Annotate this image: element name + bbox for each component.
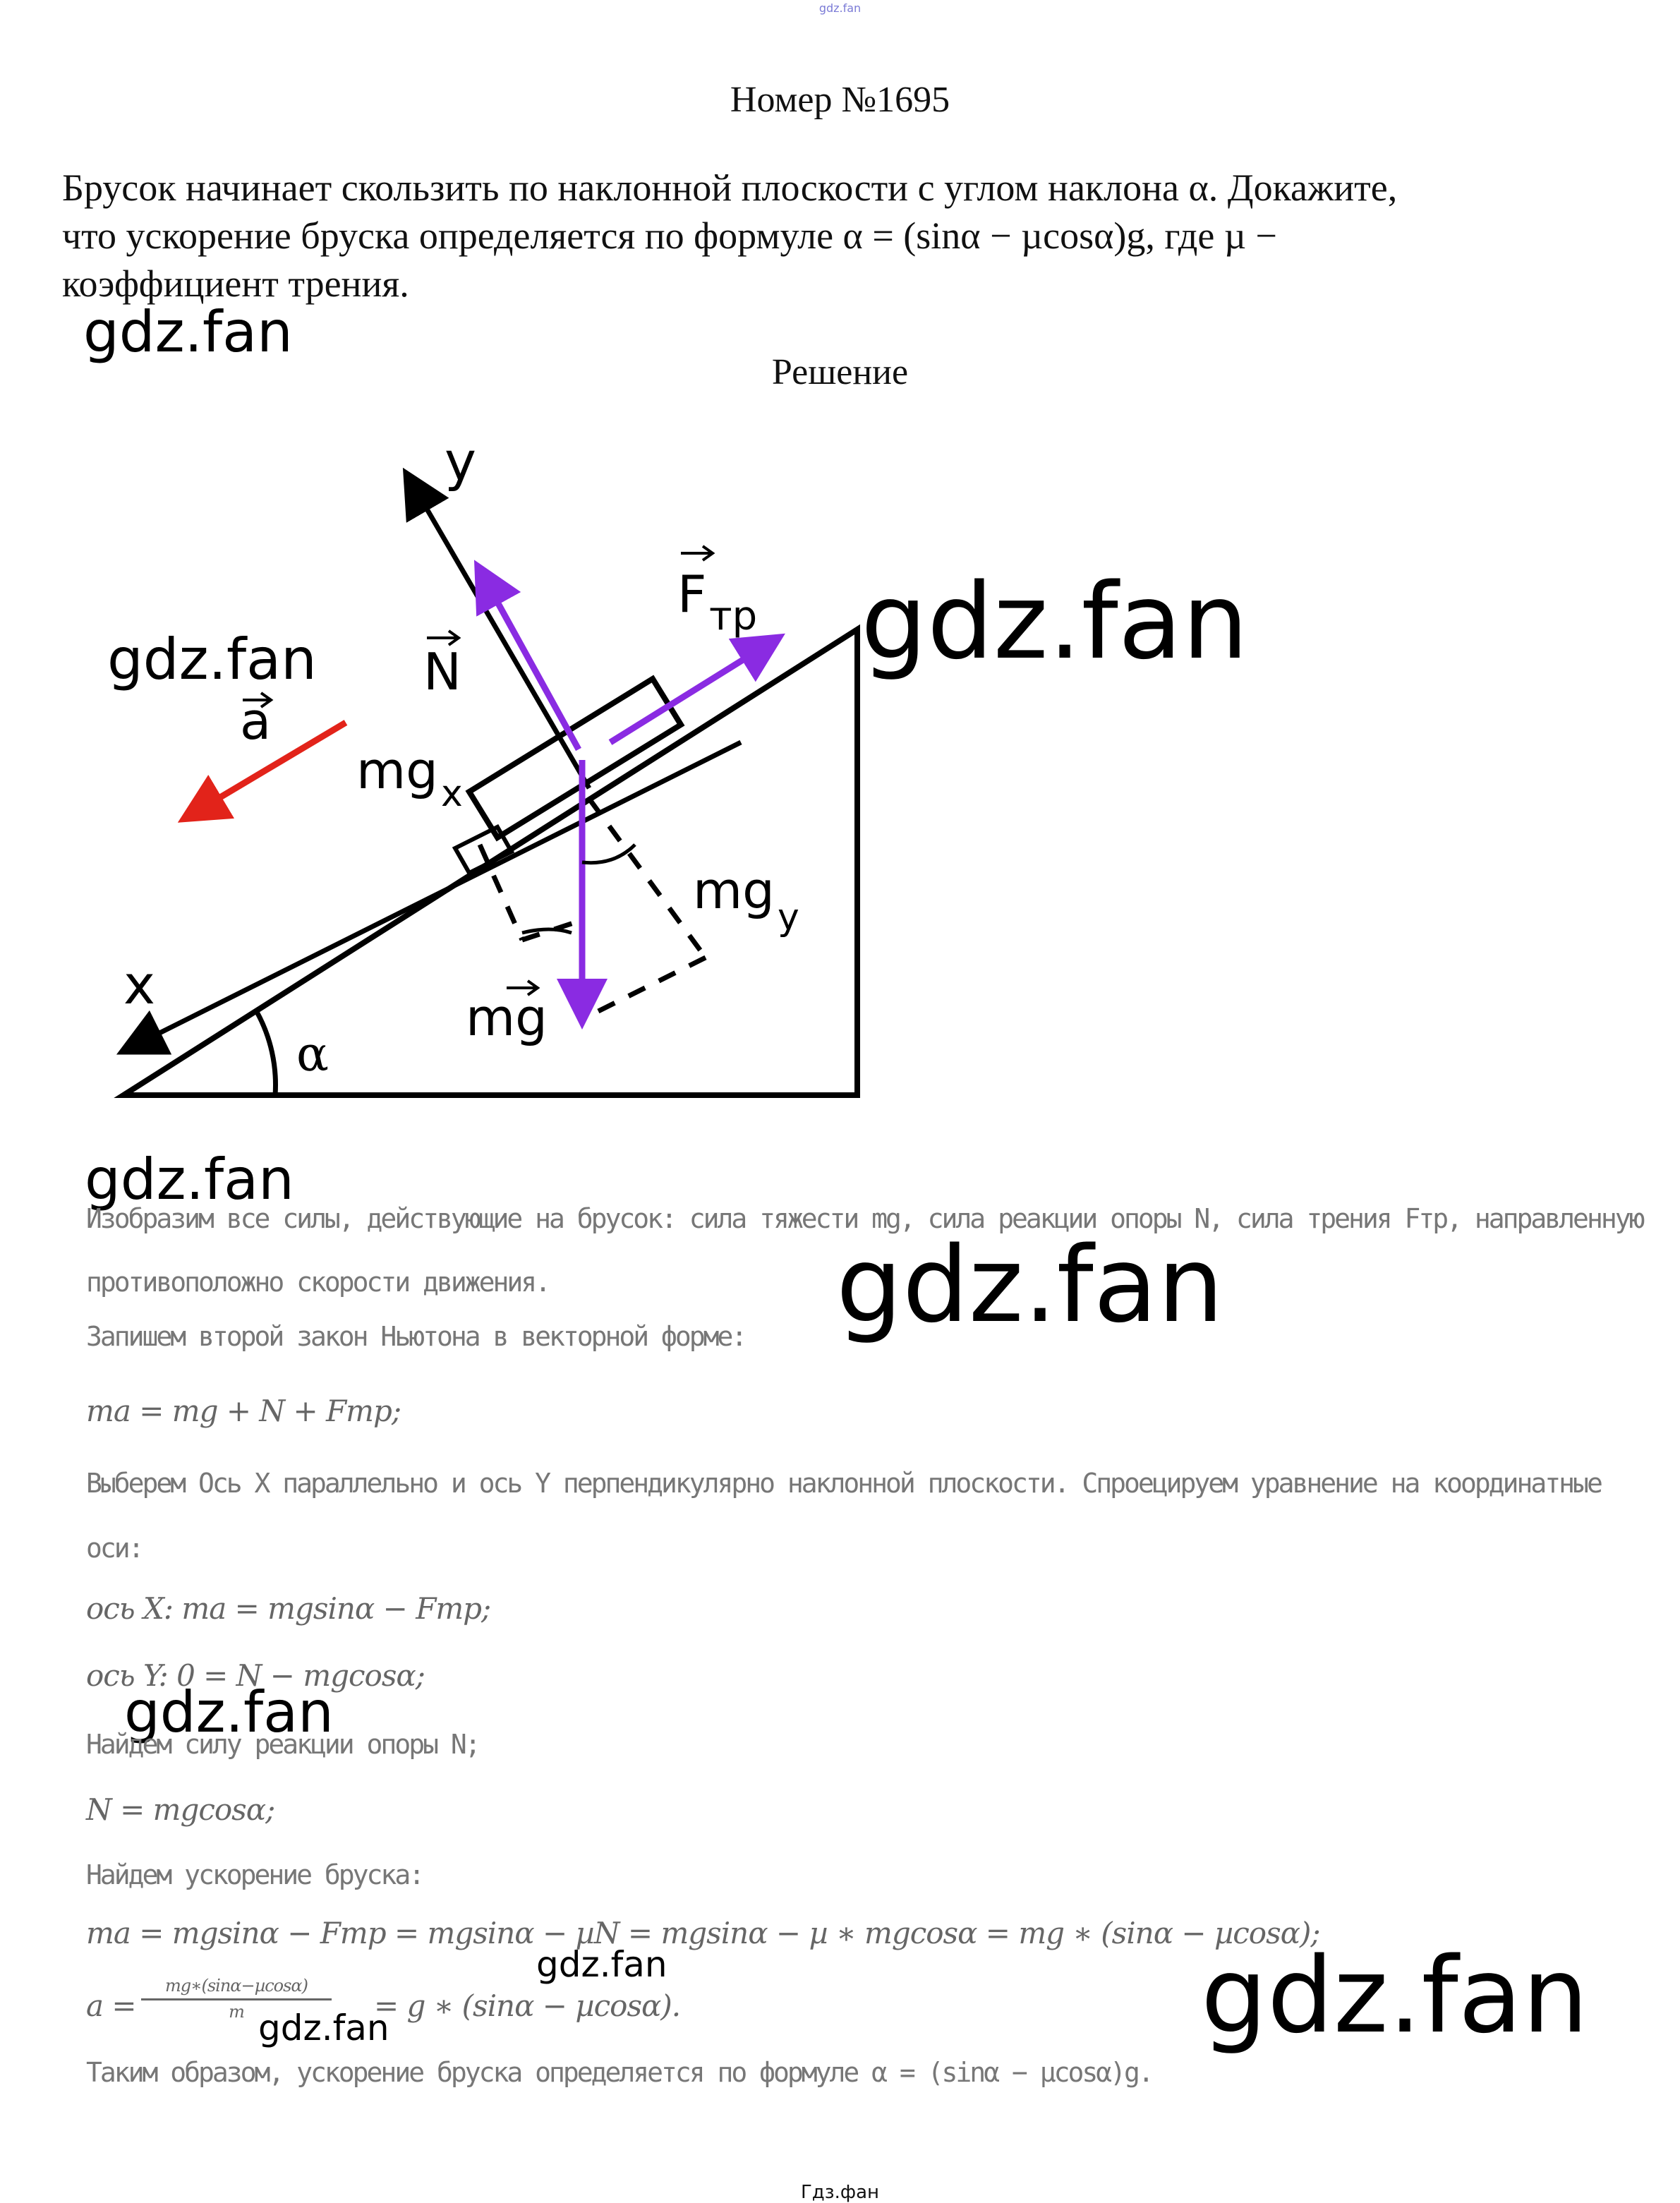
solution-line: Выберем Ось X параллельно и ось Y перпендикулярно наклонной плоскости. Спроецируем уравнение на координатные bbox=[86, 1468, 1601, 1499]
label-mgy: mg bbox=[693, 861, 775, 920]
solution-line: Таким образом, ускорение бруска определяется по формуле α = (sinα − µcosα)g. bbox=[86, 2057, 1152, 2088]
label-x: x bbox=[123, 953, 155, 1016]
solution-formula: ось X: ma = mgsinα − Fтр; bbox=[86, 1591, 491, 1626]
task-text bbox=[62, 164, 1586, 308]
section-title: Решение bbox=[771, 352, 909, 392]
angle-arc-small bbox=[582, 845, 635, 863]
solution-formula: ma = mg + N + Fтр; bbox=[86, 1394, 401, 1428]
label-a: a bbox=[240, 692, 272, 751]
projection-dash bbox=[586, 958, 706, 1018]
watermark: gdz.fan bbox=[258, 2008, 389, 2048]
projection-dash bbox=[589, 799, 706, 958]
fraction-numerator: mg∗(sinα−µcosα) bbox=[141, 1976, 332, 2000]
label-mgx: mg bbox=[356, 741, 438, 800]
task-line: что ускорение бруска определяется по формуле α = (sinα − µcosα)g, где µ − bbox=[62, 215, 1277, 257]
label-mgx-sub: x bbox=[441, 773, 463, 815]
solution-line: противоположно скорости движения. bbox=[86, 1267, 549, 1298]
solution-line: Найдем силу реакции опоры N; bbox=[86, 1729, 479, 1760]
label-N: N bbox=[423, 642, 461, 701]
label-mg: mg bbox=[466, 988, 548, 1047]
fraction-lhs: a = bbox=[86, 1988, 136, 2023]
solution-formula: ось Y: 0 = N − mgcosα; bbox=[86, 1658, 425, 1693]
watermark: gdz.fan bbox=[836, 1224, 1224, 1346]
task-line: Брусок начинает скользить по наклонной плоскости с углом наклона α. Докажите, bbox=[62, 167, 1398, 209]
label-F: F bbox=[677, 565, 707, 624]
watermark: gdz.fan bbox=[861, 561, 1249, 682]
normal-force-vector bbox=[483, 577, 579, 749]
watermark: gdz.fan bbox=[83, 299, 293, 365]
label-y: y bbox=[445, 446, 476, 493]
page-title: Номер №1695 bbox=[730, 80, 950, 120]
solution-line: Изобразим все силы, действующие на брусок: сила тяжести mg, сила реакции опоры N, сила трения Fтр, направленную bbox=[86, 1203, 1643, 1234]
watermark: gdz.fan bbox=[124, 1679, 334, 1745]
label-mgy-sub: y bbox=[778, 896, 799, 938]
task-line: коэффициент трения. bbox=[62, 262, 409, 305]
solution-line: оси: bbox=[86, 1533, 143, 1564]
solution-formula: = g ∗ (sinα − µcosα). bbox=[374, 1988, 681, 2023]
label-alpha: α bbox=[296, 1027, 329, 1082]
top-watermark: gdz.fan bbox=[818, 1, 862, 15]
label-F-sub: тр bbox=[709, 593, 758, 639]
angle-arc bbox=[257, 1012, 275, 1095]
solution-line: Запишем второй закон Ньютона в векторной форме: bbox=[86, 1321, 746, 1352]
watermark: gdz.fan bbox=[85, 1147, 294, 1212]
watermark: gdz.fan bbox=[1201, 1935, 1589, 2056]
solution-formula: N = mgcosα; bbox=[86, 1792, 275, 1827]
watermark: gdz.fan bbox=[536, 1944, 667, 1985]
watermark: gdz.fan bbox=[107, 627, 317, 692]
angle-arc-small bbox=[522, 929, 572, 933]
solution-formula: ma = mgsinα − Fтр = mgsinα − µN = mgsinα − µ ∗ mgcosα = mg ∗ (sinα − µcosα); bbox=[86, 1916, 1320, 1950]
inclined-plane-diagram bbox=[85, 446, 931, 1123]
fraction-denominator: m bbox=[229, 2002, 244, 2022]
solution-line: Найдем ускорение бруска: bbox=[86, 1859, 423, 1890]
footer-mark: Гдз.фан bbox=[800, 2182, 880, 2203]
